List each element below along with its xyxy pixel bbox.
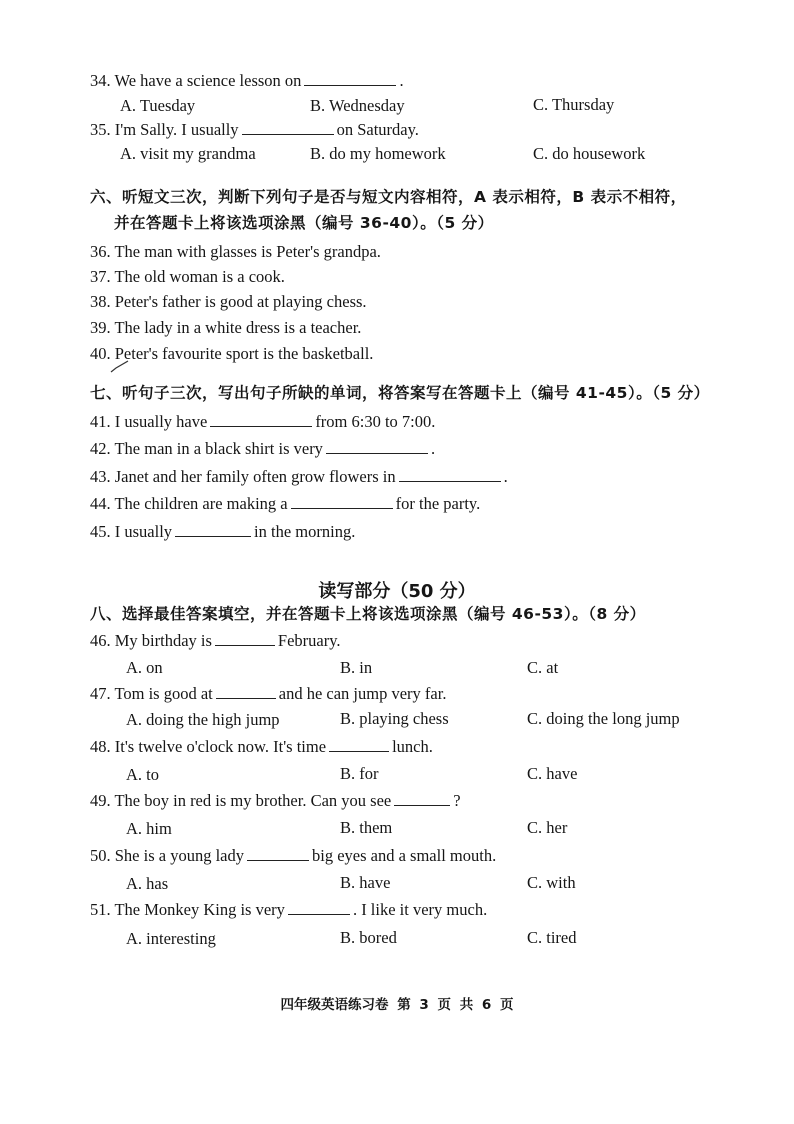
answer-blank	[216, 684, 276, 699]
section-8-instruction: 八、选择最佳答案填空，并在答题卡上将该选项涂黑（编号 46-53）。（8 分）	[90, 605, 646, 623]
fill-44	[90, 493, 480, 515]
footer-total-unit: 页	[500, 997, 514, 1013]
fill-end: in the morning.	[254, 522, 356, 541]
option-c: C. do housework	[533, 144, 646, 163]
option-b: B. in	[340, 658, 373, 677]
footer-total-pages: 6	[481, 997, 492, 1013]
answer-blank	[291, 494, 393, 509]
option-c: C. doing the long jump	[527, 709, 680, 728]
option-c: C. have	[527, 764, 578, 783]
fill-end: .	[503, 467, 508, 486]
fill-stem: 42. The man in a black shirt is very	[90, 439, 323, 458]
question-stem: 49. The boy in red is my brother. Can you see	[90, 791, 392, 810]
footer-page-label: 第	[397, 997, 411, 1013]
question-stem: 46. My birthday is	[90, 631, 212, 650]
option-c: C. at	[527, 658, 559, 677]
answer-blank	[399, 467, 501, 482]
statement-37: 37. The old woman is a cook.	[90, 267, 285, 286]
option-c: C. her	[527, 818, 568, 837]
option-c: C. with	[527, 873, 576, 892]
statement-40: 40. Peter's favourite sport is the basketball.	[90, 344, 374, 363]
answer-blank	[329, 737, 389, 752]
part-title: 读写部分（50 分）	[318, 581, 476, 602]
question-48	[90, 736, 433, 758]
question-end: big eyes and a small mouth.	[312, 846, 497, 865]
question-46	[90, 630, 341, 652]
question-end: February.	[277, 631, 341, 650]
statement-36: 36. The man with glasses is Peter's grandpa.	[90, 242, 381, 261]
question-35	[90, 119, 419, 141]
fill-end: from 6:30 to 7:00.	[315, 412, 436, 431]
answer-blank	[247, 846, 309, 861]
question-49	[90, 790, 461, 812]
answer-blank	[242, 120, 334, 135]
answer-blank	[215, 631, 275, 646]
question-stem: 47. Tom is good at	[90, 684, 213, 703]
question-end: lunch.	[392, 737, 433, 756]
option-c: C. Thursday	[533, 95, 615, 114]
section-6-instruction-line1: 六、听短文三次，判断下列句子是否与短文内容相符，A 表示相符，B 表示不相符，	[90, 188, 687, 206]
option-a: A. on	[126, 658, 163, 677]
option-a: A. to	[126, 765, 159, 784]
option-a: A. doing the high jump	[126, 710, 280, 729]
option-c: C. tired	[527, 928, 577, 947]
question-end: ?	[453, 791, 461, 810]
question-stem: 50. She is a young lady	[90, 846, 244, 865]
question-end: .	[399, 71, 404, 90]
footer-total-label: 共	[459, 997, 474, 1013]
option-a: A. him	[126, 819, 172, 838]
question-50	[90, 845, 496, 867]
question-51	[90, 899, 487, 921]
statement-38: 38. Peter's father is good at playing chess.	[90, 292, 367, 311]
option-b: B. have	[340, 873, 391, 892]
question-stem: 48. It's twelve o'clock now. It's time	[90, 737, 327, 756]
question-47	[90, 683, 446, 705]
option-b: B. for	[340, 764, 379, 783]
option-a: A. visit my grandma	[120, 144, 256, 163]
footer-page-number: 3	[419, 997, 429, 1013]
option-b: B. do my homework	[310, 144, 446, 163]
question-34	[90, 70, 404, 92]
pen-mark-icon	[110, 360, 130, 374]
option-a: A. Tuesday	[120, 96, 196, 115]
fill-stem: 43. Janet and her family often grow flowers in	[90, 467, 396, 486]
option-b: B. Wednesday	[310, 96, 405, 115]
option-a: A. has	[126, 874, 169, 893]
fill-stem: 41. I usually have	[90, 412, 208, 431]
fill-stem: 45. I usually	[90, 522, 173, 541]
fill-43	[90, 466, 508, 488]
fill-stem: 44. The children are making a	[90, 494, 288, 513]
option-a: A. interesting	[126, 929, 216, 948]
question-end: and he can jump very far.	[278, 684, 447, 703]
section-7-instruction: 七、听句子三次，写出句子所缺的单词，将答案写在答题卡上（编号 41-45）。（5 分）	[90, 384, 710, 402]
question-stem: 51. The Monkey King is very	[90, 900, 285, 919]
footer-page-unit: 页	[437, 997, 451, 1013]
footer-title: 四年级英语练习卷	[280, 997, 389, 1013]
fill-end: .	[430, 439, 436, 458]
answer-blank	[394, 791, 450, 806]
page-footer	[0, 993, 794, 1013]
option-b: B. playing chess	[340, 709, 449, 728]
fill-41	[90, 411, 435, 433]
answer-blank	[210, 412, 312, 427]
fill-end: for the party.	[395, 494, 481, 513]
fill-42	[90, 438, 435, 460]
question-stem: 34. We have a science lesson on	[90, 71, 302, 90]
answer-blank	[288, 900, 350, 915]
option-b: B. them	[340, 818, 393, 837]
answer-blank	[304, 71, 396, 86]
question-stem: 35. I'm Sally. I usually	[90, 120, 239, 139]
question-end: on Saturday.	[336, 120, 419, 139]
fill-45	[90, 521, 355, 543]
answer-blank	[326, 439, 428, 454]
statement-39: 39. The lady in a white dress is a teacher.	[90, 318, 362, 337]
answer-blank	[175, 522, 251, 537]
section-6-instruction-line2: 并在答题卡上将该选项涂黑（编号 36-40）。（5 分）	[114, 214, 494, 232]
question-end: . I like it very much.	[352, 900, 488, 919]
option-b: B. bored	[340, 928, 397, 947]
